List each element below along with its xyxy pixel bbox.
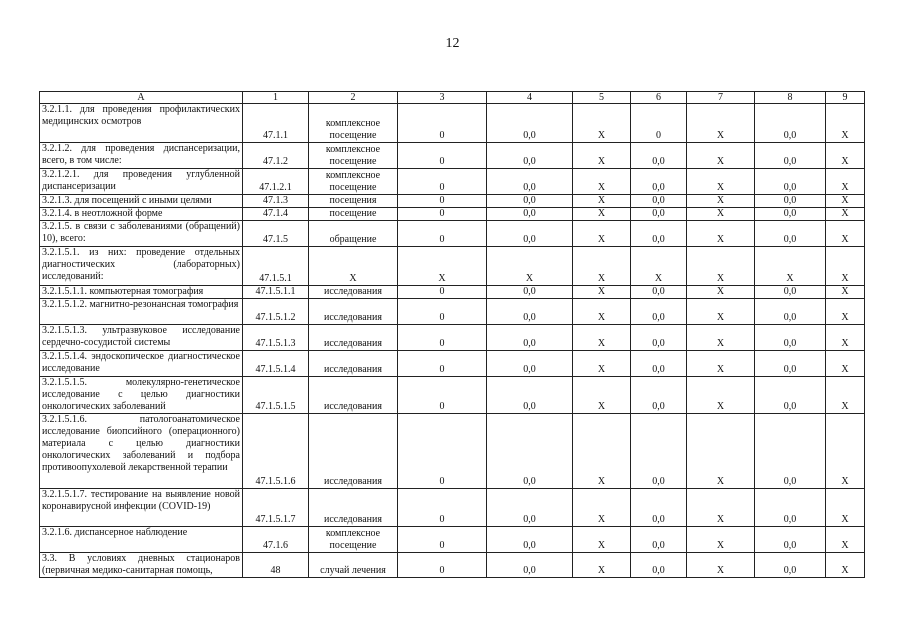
row-value: 0,0 (487, 553, 573, 578)
row-value: X (573, 527, 631, 553)
row-value: 0,0 (487, 208, 573, 221)
table-row (40, 286, 865, 299)
row-unit: комплексное посещение (309, 143, 398, 169)
row-value: 0,0 (631, 414, 687, 489)
row-description: 3.2.1.5.1.7. тестирование на выявление новой коронавирусной инфекции (COVID-19) (40, 489, 243, 527)
row-code: 47.1.5.1.6 (243, 414, 309, 489)
row-value: X (573, 286, 631, 299)
table-row (40, 208, 865, 221)
row-unit: комплексное посещение (309, 104, 398, 143)
row-value: X (826, 104, 865, 143)
row-value: X (826, 221, 865, 247)
page-number: 12 (445, 36, 460, 51)
row-value: X (826, 351, 865, 377)
row-value: X (826, 299, 865, 325)
table-row (40, 351, 865, 377)
row-value: 0,0 (631, 221, 687, 247)
row-value: X (826, 169, 865, 195)
row-value: X (573, 299, 631, 325)
row-value: 0,0 (487, 489, 573, 527)
row-value: X (687, 414, 755, 489)
row-value: X (826, 247, 865, 286)
row-code: 48 (243, 553, 309, 578)
column-header: А (40, 92, 243, 104)
row-unit: исследования (309, 377, 398, 414)
table-row (40, 104, 865, 143)
row-value: 0,0 (755, 527, 826, 553)
row-value: 0,0 (487, 221, 573, 247)
row-value: 0,0 (487, 527, 573, 553)
row-value: 0,0 (755, 325, 826, 351)
row-value: X (687, 299, 755, 325)
row-value: X (573, 351, 631, 377)
row-description: 3.2.1.5.1.6. патологоанатомическое исследование биопсийного (операционного) материала с целью диагностики онкологических заболеваний и подбора противоопухолевой лекарственной терапии (40, 414, 243, 489)
row-code: 47.1.5.1 (243, 247, 309, 286)
table-row (40, 221, 865, 247)
row-description: 3.2.1.5.1. из них: проведение отдельных диагностических (лабораторных) исследований: (40, 247, 243, 286)
row-code: 47.1.5 (243, 221, 309, 247)
row-value: X (687, 104, 755, 143)
row-value: 0 (398, 527, 487, 553)
row-value: X (826, 195, 865, 208)
row-value: 0,0 (487, 195, 573, 208)
row-description: 3.2.1.5.1.2. магнитно-резонансная томография (40, 299, 243, 325)
row-unit: комплексное посещение (309, 527, 398, 553)
table-row (40, 195, 865, 208)
row-value: 0,0 (487, 325, 573, 351)
indicator-table (39, 91, 865, 578)
row-unit: X (309, 247, 398, 286)
row-value: 0 (398, 414, 487, 489)
row-value: 0 (398, 208, 487, 221)
row-value: 0,0 (755, 143, 826, 169)
row-value: X (487, 247, 573, 286)
row-value: 0,0 (631, 325, 687, 351)
row-description: 3.2.1.4. в неотложной форме (40, 208, 243, 221)
row-code: 47.1.5.1.5 (243, 377, 309, 414)
row-value: 0,0 (631, 143, 687, 169)
table-row (40, 325, 865, 351)
row-value: 0,0 (631, 489, 687, 527)
row-value: X (687, 143, 755, 169)
row-description: 3.2.1.5.1.4. эндоскопическое диагностическое исследование (40, 351, 243, 377)
row-value: 0,0 (487, 286, 573, 299)
row-value: 0,0 (631, 286, 687, 299)
row-value: 0 (398, 299, 487, 325)
row-unit: посещение (309, 208, 398, 221)
row-code: 47.1.3 (243, 195, 309, 208)
row-code: 47.1.5.1.4 (243, 351, 309, 377)
row-value: 0,0 (755, 104, 826, 143)
row-value: 0,0 (755, 299, 826, 325)
table-row (40, 553, 865, 578)
row-value: 0,0 (755, 351, 826, 377)
header-row (40, 92, 865, 104)
row-value: 0,0 (755, 208, 826, 221)
row-unit: исследования (309, 325, 398, 351)
table-row (40, 169, 865, 195)
row-value: 0 (398, 377, 487, 414)
row-value: X (826, 489, 865, 527)
row-code: 47.1.1 (243, 104, 309, 143)
row-value: X (687, 195, 755, 208)
row-value: X (687, 247, 755, 286)
row-value: X (826, 377, 865, 414)
row-unit: исследования (309, 286, 398, 299)
column-header: 1 (243, 92, 309, 104)
row-unit: исследования (309, 414, 398, 489)
row-value: X (573, 247, 631, 286)
row-description: 3.2.1.2. для проведения диспансеризации, всего, в том числе: (40, 143, 243, 169)
row-value: X (826, 553, 865, 578)
row-unit: случай лечения (309, 553, 398, 578)
row-value: 0,0 (487, 143, 573, 169)
row-value: X (826, 414, 865, 489)
row-value: X (826, 143, 865, 169)
row-code: 47.1.5.1.1 (243, 286, 309, 299)
row-value: X (826, 527, 865, 553)
row-value: 0,0 (631, 299, 687, 325)
row-unit: исследования (309, 299, 398, 325)
row-unit: посещения (309, 195, 398, 208)
row-value: X (755, 247, 826, 286)
row-value: X (687, 169, 755, 195)
row-code: 47.1.5.1.7 (243, 489, 309, 527)
row-value: 0,0 (631, 553, 687, 578)
row-value: 0 (398, 286, 487, 299)
row-value: X (573, 195, 631, 208)
row-value: 0 (398, 104, 487, 143)
column-header: 9 (826, 92, 865, 104)
row-value: X (687, 527, 755, 553)
row-value: 0 (398, 489, 487, 527)
row-value: X (687, 208, 755, 221)
table-row (40, 489, 865, 527)
row-value: X (573, 169, 631, 195)
row-value: 0 (398, 195, 487, 208)
row-description: 3.2.1.6. диспансерное наблюдение (40, 527, 243, 553)
row-value: X (826, 325, 865, 351)
table-row (40, 143, 865, 169)
table-row (40, 299, 865, 325)
row-value: X (687, 553, 755, 578)
row-code: 47.1.5.1.2 (243, 299, 309, 325)
row-unit: обращение (309, 221, 398, 247)
row-value: 0 (631, 104, 687, 143)
column-header: 3 (398, 92, 487, 104)
row-unit: исследования (309, 351, 398, 377)
row-description: 3.2.1.5.1.3. ультразвуковое исследование сердечно-сосудистой системы (40, 325, 243, 351)
row-unit: исследования (309, 489, 398, 527)
row-value: 0,0 (487, 377, 573, 414)
row-value: 0 (398, 221, 487, 247)
row-value: 0,0 (631, 527, 687, 553)
column-header: 7 (687, 92, 755, 104)
column-header: 2 (309, 92, 398, 104)
row-description: 3.3. В условиях дневных стационаров (первичная медико-санитарная помощь, (40, 553, 243, 578)
row-value: X (573, 143, 631, 169)
row-value: X (573, 104, 631, 143)
row-value: 0,0 (631, 208, 687, 221)
row-value: 0 (398, 325, 487, 351)
row-value: 0,0 (755, 377, 826, 414)
row-value: 0,0 (487, 351, 573, 377)
row-value: 0,0 (755, 195, 826, 208)
row-value: X (826, 286, 865, 299)
table-row (40, 377, 865, 414)
table-row (40, 414, 865, 489)
row-value: X (687, 489, 755, 527)
row-value: X (573, 325, 631, 351)
row-description: 3.2.1.5. в связи с заболеваниями (обращений) 10), всего: (40, 221, 243, 247)
row-value: X (687, 286, 755, 299)
row-value: 0,0 (755, 221, 826, 247)
row-value: 0 (398, 143, 487, 169)
row-code: 47.1.2 (243, 143, 309, 169)
row-value: 0,0 (631, 377, 687, 414)
row-description: 3.2.1.3. для посещений с иными целями (40, 195, 243, 208)
row-value: 0,0 (487, 299, 573, 325)
row-code: 47.1.2.1 (243, 169, 309, 195)
row-value: X (573, 208, 631, 221)
row-description: 3.2.1.5.1.5. молекулярно-генетическое исследование с целью диагностики онкологических заболеваний (40, 377, 243, 414)
row-value: X (687, 377, 755, 414)
table-row (40, 527, 865, 553)
row-value: X (573, 377, 631, 414)
row-value: X (826, 208, 865, 221)
row-code: 47.1.5.1.3 (243, 325, 309, 351)
row-value: X (687, 221, 755, 247)
row-value: X (573, 489, 631, 527)
row-value: X (573, 414, 631, 489)
column-header: 6 (631, 92, 687, 104)
row-value: 0,0 (487, 414, 573, 489)
column-header: 5 (573, 92, 631, 104)
row-value: 0,0 (631, 195, 687, 208)
row-code: 47.1.4 (243, 208, 309, 221)
row-value: 0 (398, 351, 487, 377)
row-value: X (573, 553, 631, 578)
row-description: 3.2.1.1. для проведения профилактических медицинских осмотров (40, 104, 243, 143)
row-value: X (687, 325, 755, 351)
table-row (40, 247, 865, 286)
row-value: 0,0 (631, 169, 687, 195)
row-description: 3.2.1.5.1.1. компьютерная томография (40, 286, 243, 299)
row-value: X (631, 247, 687, 286)
row-value: 0,0 (487, 169, 573, 195)
row-value: 0,0 (755, 286, 826, 299)
row-description: 3.2.1.2.1. для проведения углубленной диспансеризации (40, 169, 243, 195)
row-value: 0,0 (755, 553, 826, 578)
column-header: 8 (755, 92, 826, 104)
row-value: 0,0 (755, 414, 826, 489)
row-unit: комплексное посещение (309, 169, 398, 195)
row-value: X (573, 221, 631, 247)
row-value: 0,0 (487, 104, 573, 143)
row-value: 0 (398, 553, 487, 578)
row-value: X (398, 247, 487, 286)
column-header: 4 (487, 92, 573, 104)
row-value: 0,0 (755, 489, 826, 527)
row-value: 0,0 (631, 351, 687, 377)
row-value: 0 (398, 169, 487, 195)
row-code: 47.1.6 (243, 527, 309, 553)
row-value: X (687, 351, 755, 377)
row-value: 0,0 (755, 169, 826, 195)
